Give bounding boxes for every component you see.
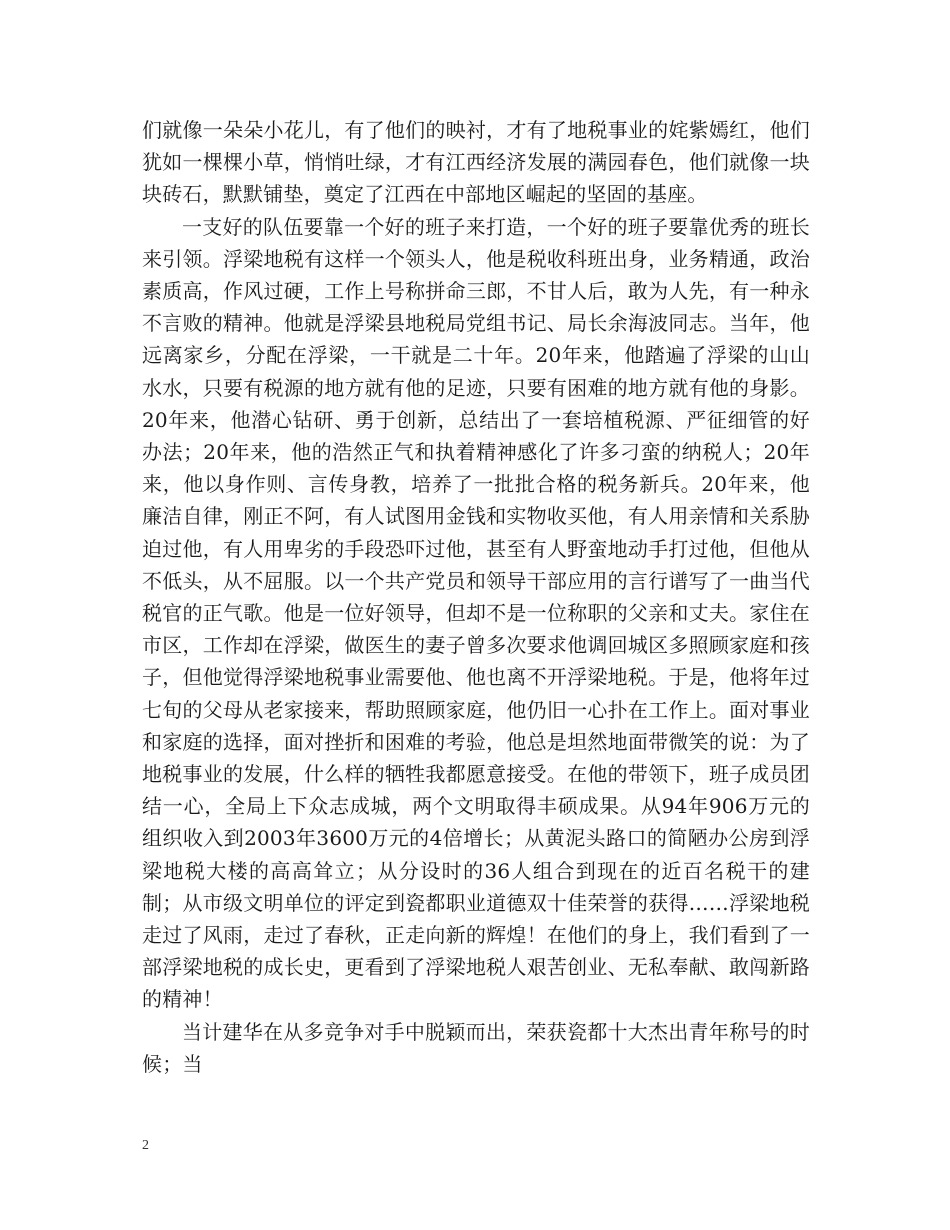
page-number: 2 [142,1138,149,1153]
document-body [142,114,810,1080]
paragraph-1: 们就像一朵朵小花儿，有了他们的映衬，才有了地税事业的姹紫嫣红，他们犹如一棵棵小草，悄悄吐绿，才有江西经济发展的满园春色，他们就像一块块砖石，默默铺垫，奠定了江西在中部地区崛起的坚固的基座。 [142,118,810,207]
paragraph-3: 当计建华在从多竞争对手中脱颖而出，荣获瓷都十大杰出青年称号的时候；当 [142,1019,810,1076]
paragraph-2: 一支好的队伍要靠一个好的班子来打造，一个好的班子要靠优秀的班长来引领。浮梁地税有这样一个领头人，他是税收科班出身，业务精通，政治素质高，作风过硬，工作上号称拼命三郎，不甘人后，敢为人先，有一种永不言败的精神。他就是浮梁县地税局党组书记、局长余海波同志。当年，他远离家乡，分配在浮梁，一干就是二十年。20年来，他踏遍了浮梁的山山水水，只要有税源的地方就有他的足迹，只要有困难的地方就有他的身影。20年来，他潜心钻研、勇于创新，总结出了一套培植税源、严征细管的好办法；20年来，他的浩然正气和执着精神感化了许多刁蛮的纳税人；20年来，他以身作则、言传身教，培养了一批批合格的税务新兵。20年来，他廉洁自律，刚正不阿，有人试图用金钱和实物收买他，有人用亲情和关系胁迫过他，有人用卑劣的手段恐吓过他，甚至有人野蛮地动手打过他，但他从不低头，从不屈服。以一个共产党员和领导干部应用的言行谱写了一曲当代税官的正气歌。他是一位好领导，但却不是一位称职的父亲和丈夫。家住在市区，工作却在浮梁，做医生的妻子曾多次要求他调回城区多照顾家庭和孩子，但他觉得浮梁地税事业需要他、他也离不开浮梁地税。于是，他将年过七旬的父母从老家接来，帮助照顾家庭，他仍旧一心扑在工作上。面对事业和家庭的选择，面对挫折和困难的考验，他总是坦然地面带微笑的说：为了地税事业的发展，什么样的牺牲我都愿意接受。在他的带领下，班子成员团结一心，全局上下众志成城，两个文明取得丰硕成果。从94年906万元的组织收入到2003年3600万元的4倍增长；从黄泥头路口的简陋办公房到浮梁地税大楼的高高耸立；从分设时的36人组合到现在的近百名税干的建制；从市级文明单位的评定到瓷都职业道德双十佳荣誉的获得……浮梁地税走过了风雨，走过了春秋，正走向新的辉煌！在他们的身上，我们看到了一部浮梁地税的成长史，更看到了浮梁地税人艰苦创业、无私奉献、敢闯新路的精神！ [142,214,810,1012]
